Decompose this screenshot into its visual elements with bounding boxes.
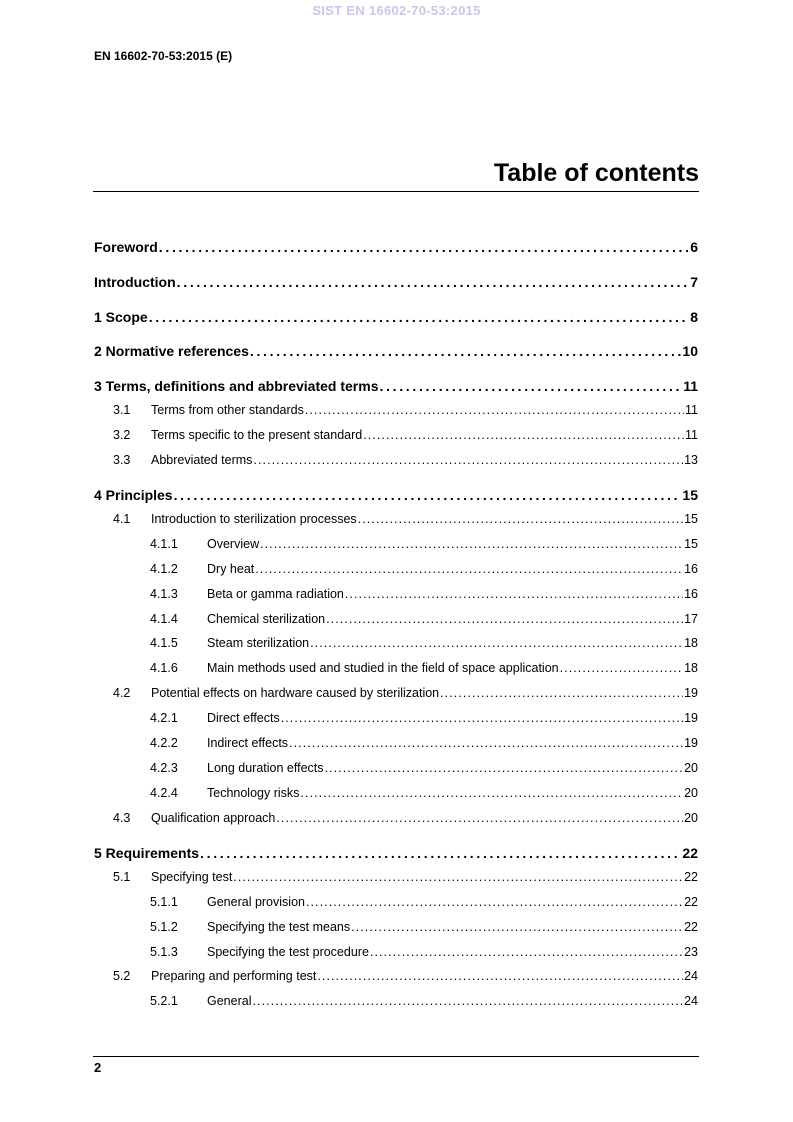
toc-entry-number: 4.2.2 [150,736,178,750]
toc-entry-page: 20 [684,811,698,825]
toc-entry-page: 24 [684,994,698,1008]
toc-entry[interactable] [150,612,698,626]
toc-entry-number: 5.2.1 [150,994,178,1008]
toc-entry[interactable] [150,736,698,750]
toc-leader-dots [200,845,681,861]
toc-entry-page: 22 [682,845,698,861]
toc-leader-dots [363,428,684,442]
toc-entry-title: 2 Normative references [94,343,249,359]
toc-entry[interactable] [150,945,698,959]
toc-entry-number: 5.1.1 [150,895,178,909]
toc-leader-dots [276,811,683,825]
toc-entry-title: Steam sterilization [207,636,310,650]
toc-leader-dots [326,612,683,626]
toc-leader-dots [255,562,683,576]
toc-entry-title: Terms specific to the present standard [151,428,363,442]
toc-entry[interactable] [113,811,698,825]
toc-entry-title: Specifying the test procedure [207,945,369,959]
toc-entry-page: 11 [685,403,698,417]
toc-entry[interactable] [94,239,698,255]
toc-entry-number: 4.2.1 [150,711,178,725]
toc-entry-page: 10 [682,343,698,359]
toc-entry-page: 19 [684,686,698,700]
toc-entry-page: 18 [684,661,698,675]
toc-entry[interactable] [94,487,698,503]
toc-entry-title: General [207,994,252,1008]
toc-entry[interactable] [94,343,698,359]
footer-rule [93,1056,699,1057]
toc-entry-page: 19 [684,736,698,750]
toc-entry[interactable] [150,562,698,576]
toc-entry-title: Main methods used and studied in the field of space application [207,661,559,675]
toc-leader-dots [253,453,683,467]
toc-entry-title: Overview [207,537,260,551]
toc-entry-title: Direct effects [207,711,280,725]
toc-leader-dots [325,761,684,775]
toc-entry[interactable] [94,309,698,325]
toc-entry-number: 4.1.4 [150,612,178,626]
toc-entry-title: Potential effects on hardware caused by sterilization [151,686,440,700]
watermark: SIST EN 16602-70-53:2015 [312,3,481,18]
toc-leader-dots [174,487,682,503]
toc-leader-dots [306,895,683,909]
toc-entry[interactable] [150,537,698,551]
toc-entry-page: 11 [683,378,698,394]
toc-entry-title: 3 Terms, definitions and abbreviated terms [94,378,379,394]
toc-entry-page: 6 [690,239,698,255]
toc-entry[interactable] [150,711,698,725]
toc-entry-title: Beta or gamma radiation [207,587,344,601]
toc-leader-dots [440,686,683,700]
toc-leader-dots [260,537,683,551]
toc-entry-page: 19 [684,711,698,725]
toc-entry-title: Introduction to sterilization processes [151,512,357,526]
toc-leader-dots [250,343,682,359]
toc-entry-number: 5.1.2 [150,920,178,934]
toc-leader-dots [289,736,683,750]
toc-entry[interactable] [150,920,698,934]
toc-entry-number: 4.1.2 [150,562,178,576]
toc-entry-number: 3.1 [113,403,131,417]
toc-entry-number: 4.1.5 [150,636,178,650]
toc-entry-title: Preparing and performing test [151,969,317,983]
toc-entry[interactable] [150,661,698,675]
toc-entry[interactable] [150,994,698,1008]
toc-entry[interactable] [113,870,698,884]
toc-leader-dots [281,711,683,725]
toc-entry-page: 16 [684,587,698,601]
toc-entry-title: General provision [207,895,305,909]
toc-entry-page: 24 [684,969,698,983]
toc-entry-page: 11 [685,428,698,442]
toc-entry-page: 23 [684,945,698,959]
toc-entry-title: Technology risks [207,786,300,800]
toc-entry-title: Abbreviated terms [151,453,253,467]
toc-entry[interactable] [113,428,698,442]
toc-entry-title: Chemical sterilization [207,612,326,626]
toc-leader-dots [300,786,683,800]
toc-entry-number: 4.1.1 [150,537,178,551]
toc-entry[interactable] [150,786,698,800]
toc-entry-number: 4.2 [113,686,131,700]
toc-entry-page: 13 [684,453,698,467]
toc-entry-number: 3.2 [113,428,131,442]
toc-leader-dots [252,994,683,1008]
toc-entry-title: Specifying the test means [207,920,351,934]
toc-entry-title: Introduction [94,274,176,290]
toc-leader-dots [177,274,690,290]
toc-entry-page: 17 [684,612,698,626]
toc-entry-page: 20 [684,761,698,775]
toc-entry-page: 22 [684,895,698,909]
toc-leader-dots [305,403,684,417]
toc-entry-page: 15 [684,512,698,526]
toc-leader-dots [233,870,683,884]
toc-leader-dots [370,945,683,959]
toc-leader-dots [317,969,683,983]
toc-entry-page: 7 [690,274,698,290]
toc-entry-number: 5.1 [113,870,131,884]
toc-entry[interactable] [150,636,698,650]
toc-entry[interactable] [113,512,698,526]
toc-entry-title: Terms from other standards [151,403,304,417]
toc-entry-page: 8 [690,309,698,325]
toc-entry-number: 3.3 [113,453,131,467]
toc-entry-title: Long duration effects [207,761,324,775]
toc-entry-page: 16 [684,562,698,576]
toc-entry[interactable] [113,969,698,983]
toc-entry-number: 4.1.3 [150,587,178,601]
page-title: Table of contents [93,158,699,192]
toc-leader-dots [159,239,689,255]
toc-entry-title: Dry heat [207,562,255,576]
toc-entry-title: 5 Requirements [94,845,200,861]
toc-leader-dots [345,587,683,601]
footer-page-number: 2 [94,1060,102,1075]
toc-entry-title: Qualification approach [151,811,276,825]
toc-entry[interactable] [94,845,698,861]
toc-leader-dots [351,920,683,934]
toc-entry[interactable] [150,895,698,909]
toc-entry-number: 4.1 [113,512,131,526]
toc-entry-page: 22 [684,870,698,884]
toc-entry-number: 5.1.3 [150,945,178,959]
toc-entry[interactable] [94,274,698,290]
toc-entry[interactable] [113,686,698,700]
toc-entry-page: 15 [684,537,698,551]
toc-entry-title: Specifying test [151,870,233,884]
toc-entry[interactable] [150,587,698,601]
toc-leader-dots [560,661,683,675]
toc-entry-page: 15 [682,487,698,503]
toc-entry-page: 18 [684,636,698,650]
toc-leader-dots [358,512,683,526]
toc-entry-title: 1 Scope [94,309,148,325]
toc-entry-page: 20 [684,786,698,800]
toc-entry[interactable] [94,378,698,394]
toc-entry-title: Indirect effects [207,736,289,750]
toc-entry-number: 5.2 [113,969,131,983]
document-id: EN 16602-70-53:2015 (E) [94,49,233,63]
toc-entry-title: Foreword [94,239,158,255]
toc-entry-number: 4.3 [113,811,131,825]
toc-entry-title: 4 Principles [94,487,173,503]
toc-entry-number: 4.2.4 [150,786,178,800]
toc-leader-dots [310,636,683,650]
toc-entry[interactable] [113,453,698,467]
toc-leader-dots [149,309,690,325]
toc-entry-number: 4.2.3 [150,761,178,775]
toc-leader-dots [379,378,682,394]
toc-entry[interactable] [113,403,698,417]
toc-entry[interactable] [150,761,698,775]
toc-entry-page: 22 [684,920,698,934]
toc-entry-number: 4.1.6 [150,661,178,675]
